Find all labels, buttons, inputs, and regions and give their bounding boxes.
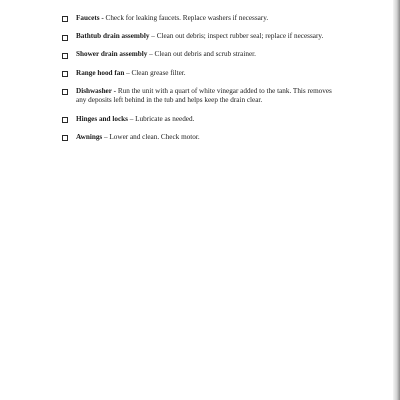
checklist-item-bathtub-drain [62,32,337,42]
item-description: Check for leaking faucets. Replace washers if necessary. [103,14,269,22]
checkbox-icon [62,71,68,77]
checklist-item-hinges-locks [62,115,337,125]
checkbox-icon [62,16,68,22]
item-term: Range hood fan [76,68,125,77]
checklist-item-awnings [62,133,337,143]
item-term: Hinges and locks [76,114,128,123]
item-description: – Clean out debris and scrub strainer. [147,50,256,59]
item-description: – Lower and clean. Check motor. [102,132,200,141]
maintenance-checklist [62,14,337,151]
item-term: Faucets - [76,14,104,22]
item-term: Shower drain assembly [76,50,148,59]
checkbox-icon [62,135,68,141]
checkbox-icon [62,35,68,41]
checklist-item-range-hood-fan [62,69,337,79]
checkbox-icon [62,89,68,95]
checkbox-icon [62,117,68,123]
item-term: Awnings [76,132,103,141]
item-description: – Clean out debris; inspect rubber seal; replace if necessary. [149,32,324,41]
item-description: Run the unit with a quart of white vinegar added to the tank. This removes any deposits left behind in the tub and helps keep the drain clear. [76,86,332,105]
item-term: Dishwasher - [76,86,117,95]
item-description: – Lubricate as needed. [127,114,195,123]
checklist-item-dishwasher [62,87,337,106]
checklist-item-faucets [62,14,337,24]
checklist-item-shower-drain [62,50,337,60]
scan-edge-shadow [393,0,400,400]
item-description: – Clean grease filter. [124,68,186,77]
item-term: Bathtub drain assembly [76,32,150,41]
checkbox-icon [62,53,68,59]
